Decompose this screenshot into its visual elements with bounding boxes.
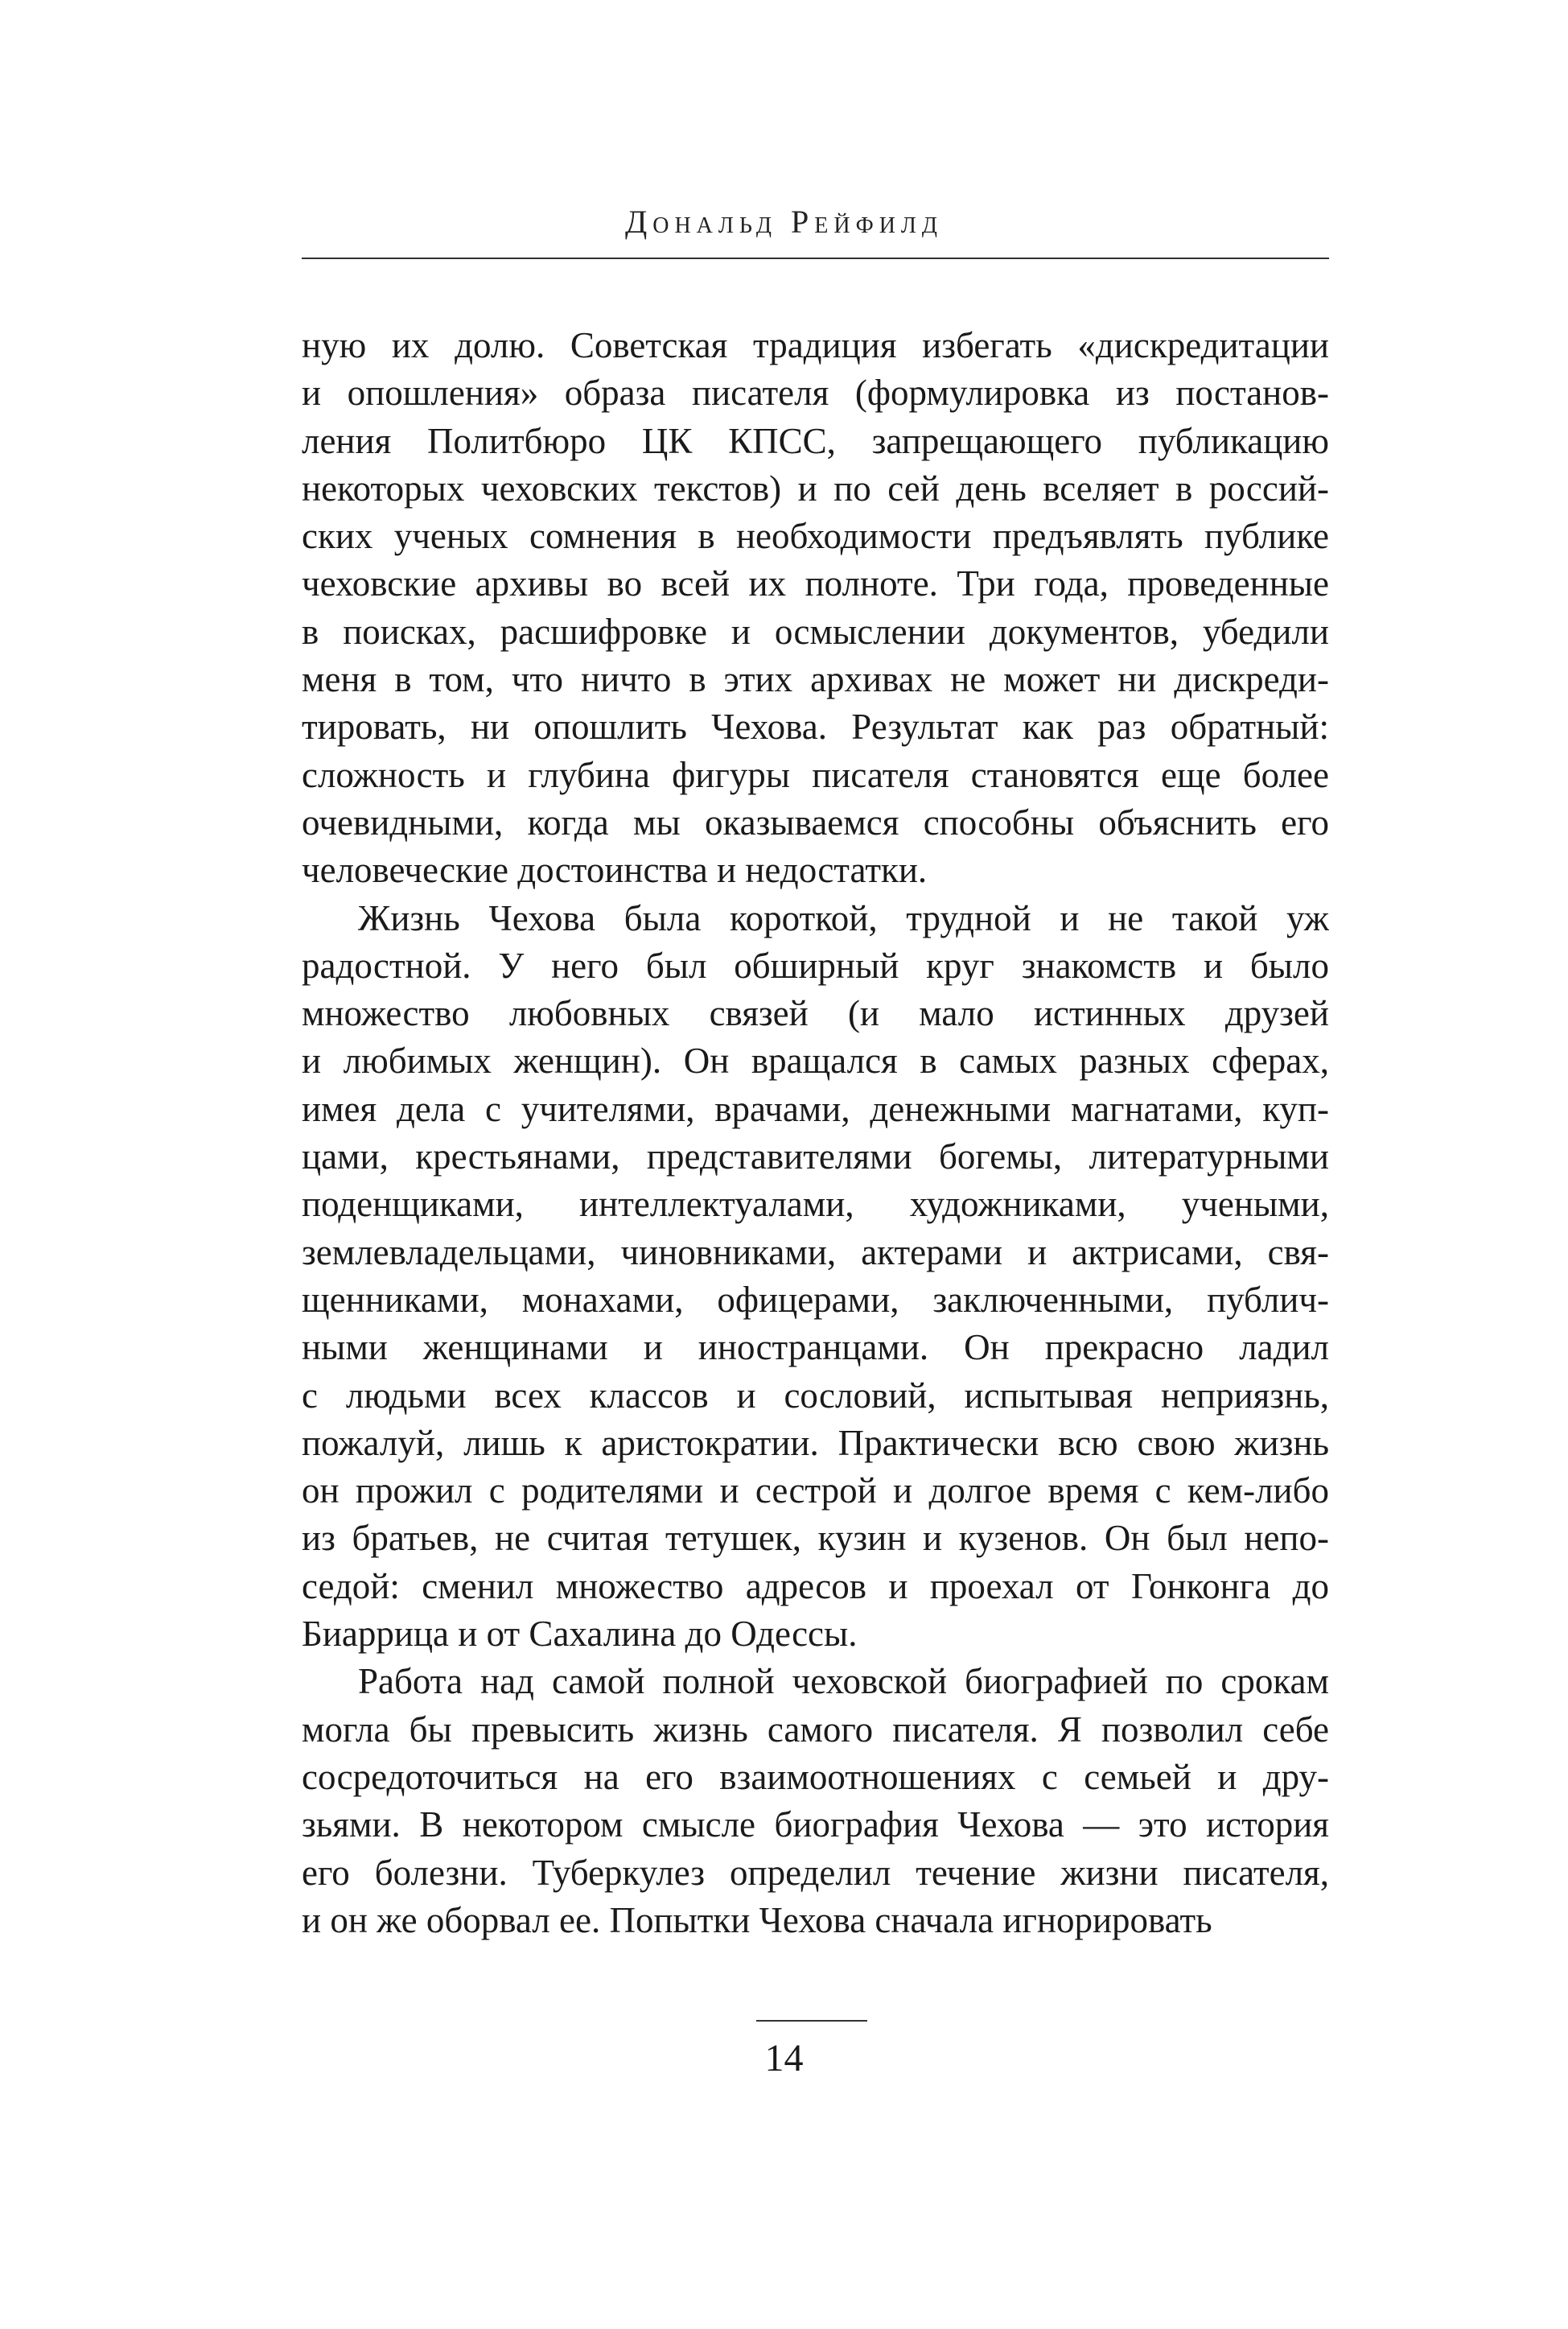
text-line: ских ученых сомнения в необходимости предъявлять публике [302, 516, 1329, 557]
text-line: Работа над самой полной чеховской биографией по срокам [358, 1661, 1329, 1702]
paragraph [302, 895, 1329, 1659]
text-line: сложность и глубина фигуры писателя становятся еще более [302, 754, 1329, 795]
text-line: с людьми всех классов и сословий, испытывая неприязнь, [302, 1375, 1329, 1416]
text-line: цами, крестьянами, представителями богемы, литературными [302, 1136, 1329, 1177]
text-line: из братьев, не считая тетушек, кузин и кузенов. Он был непо- [302, 1518, 1329, 1559]
text-line: седой: сменил множество адресов и проехал от Гонконга до [302, 1565, 1329, 1606]
text-line: меня в том, что ничто в этих архивах не может ни дискреди- [302, 659, 1329, 700]
text-line: ления Политбюро ЦК КПСС, запрещающего публикацию [302, 420, 1329, 461]
text-line: в поисках, расшифровке и осмыслении документов, убедили [302, 611, 1329, 652]
text-line: поденщиками, интеллектуалами, художниками, учеными, [302, 1184, 1329, 1225]
text-line: ную их долю. Советская традиция избегать «дискредитации [302, 325, 1329, 365]
running-head: Дональд Рейфилд [624, 204, 944, 240]
header-rule [302, 258, 1329, 259]
text-line: зьями. В некотором смысле биография Чехова — это история [302, 1804, 1329, 1845]
text-line: Биаррица и от Сахалина до Одессы. [302, 1614, 858, 1655]
text-line: некоторых чеховских текстов) и по сей день вселяет в россий- [302, 468, 1329, 509]
text-line: щенниками, монахами, офицерами, заключенными, публич- [302, 1279, 1329, 1320]
text-line: очевидными, когда мы оказываемся способны объяснить его [302, 802, 1329, 843]
text-line: и опошления» образа писателя (формулировка из постанов- [302, 373, 1329, 414]
paragraph [302, 1658, 1329, 1944]
page-number: 14 [764, 2037, 804, 2080]
text-line: Жизнь Чехова была короткой, трудной и не такой уж [358, 897, 1329, 938]
paragraph [302, 322, 1329, 895]
text-line: могла бы превысить жизнь самого писателя. Я позволил себе [302, 1709, 1329, 1750]
text-line: множество любовных связей (и мало истинных друзей [302, 993, 1329, 1034]
text-line: пожалуй, лишь к аристократии. Практически всю свою жизнь [302, 1422, 1329, 1463]
text-line: человеческие достоинства и недостатки. [302, 850, 928, 891]
text-line: чеховские архивы во всей их полноте. Три года, проведенные [302, 563, 1329, 604]
text-line: сосредоточиться на его взаимоотношениях с семьей и дру- [302, 1756, 1329, 1797]
text-line: его болезни. Туберкулез определил течение жизни писателя, [302, 1852, 1329, 1893]
text-line: радостной. У него был обширный круг знакомств и было [302, 945, 1329, 986]
text-line: ными женщинами и иностранцами. Он прекрасно ладил [302, 1327, 1329, 1368]
text-line: и он же оборвал ее. Попытки Чехова сначала игнорировать [302, 1899, 1212, 1940]
text-line: землевладельцами, чиновниками, актерами и актрисами, свя- [302, 1231, 1329, 1272]
folio-rule [756, 2020, 867, 2022]
body-text [302, 322, 1329, 1944]
text-line: имея дела с учителями, врачами, денежными магнатами, куп- [302, 1088, 1329, 1129]
text-line: и любимых женщин). Он вращался в самых разных сферах, [302, 1041, 1329, 1082]
text-line: он прожил с родителями и сестрой и долгое время с кем-либо [302, 1470, 1329, 1511]
text-line: тировать, ни опошлить Чехова. Результат как раз обратный: [302, 707, 1329, 748]
